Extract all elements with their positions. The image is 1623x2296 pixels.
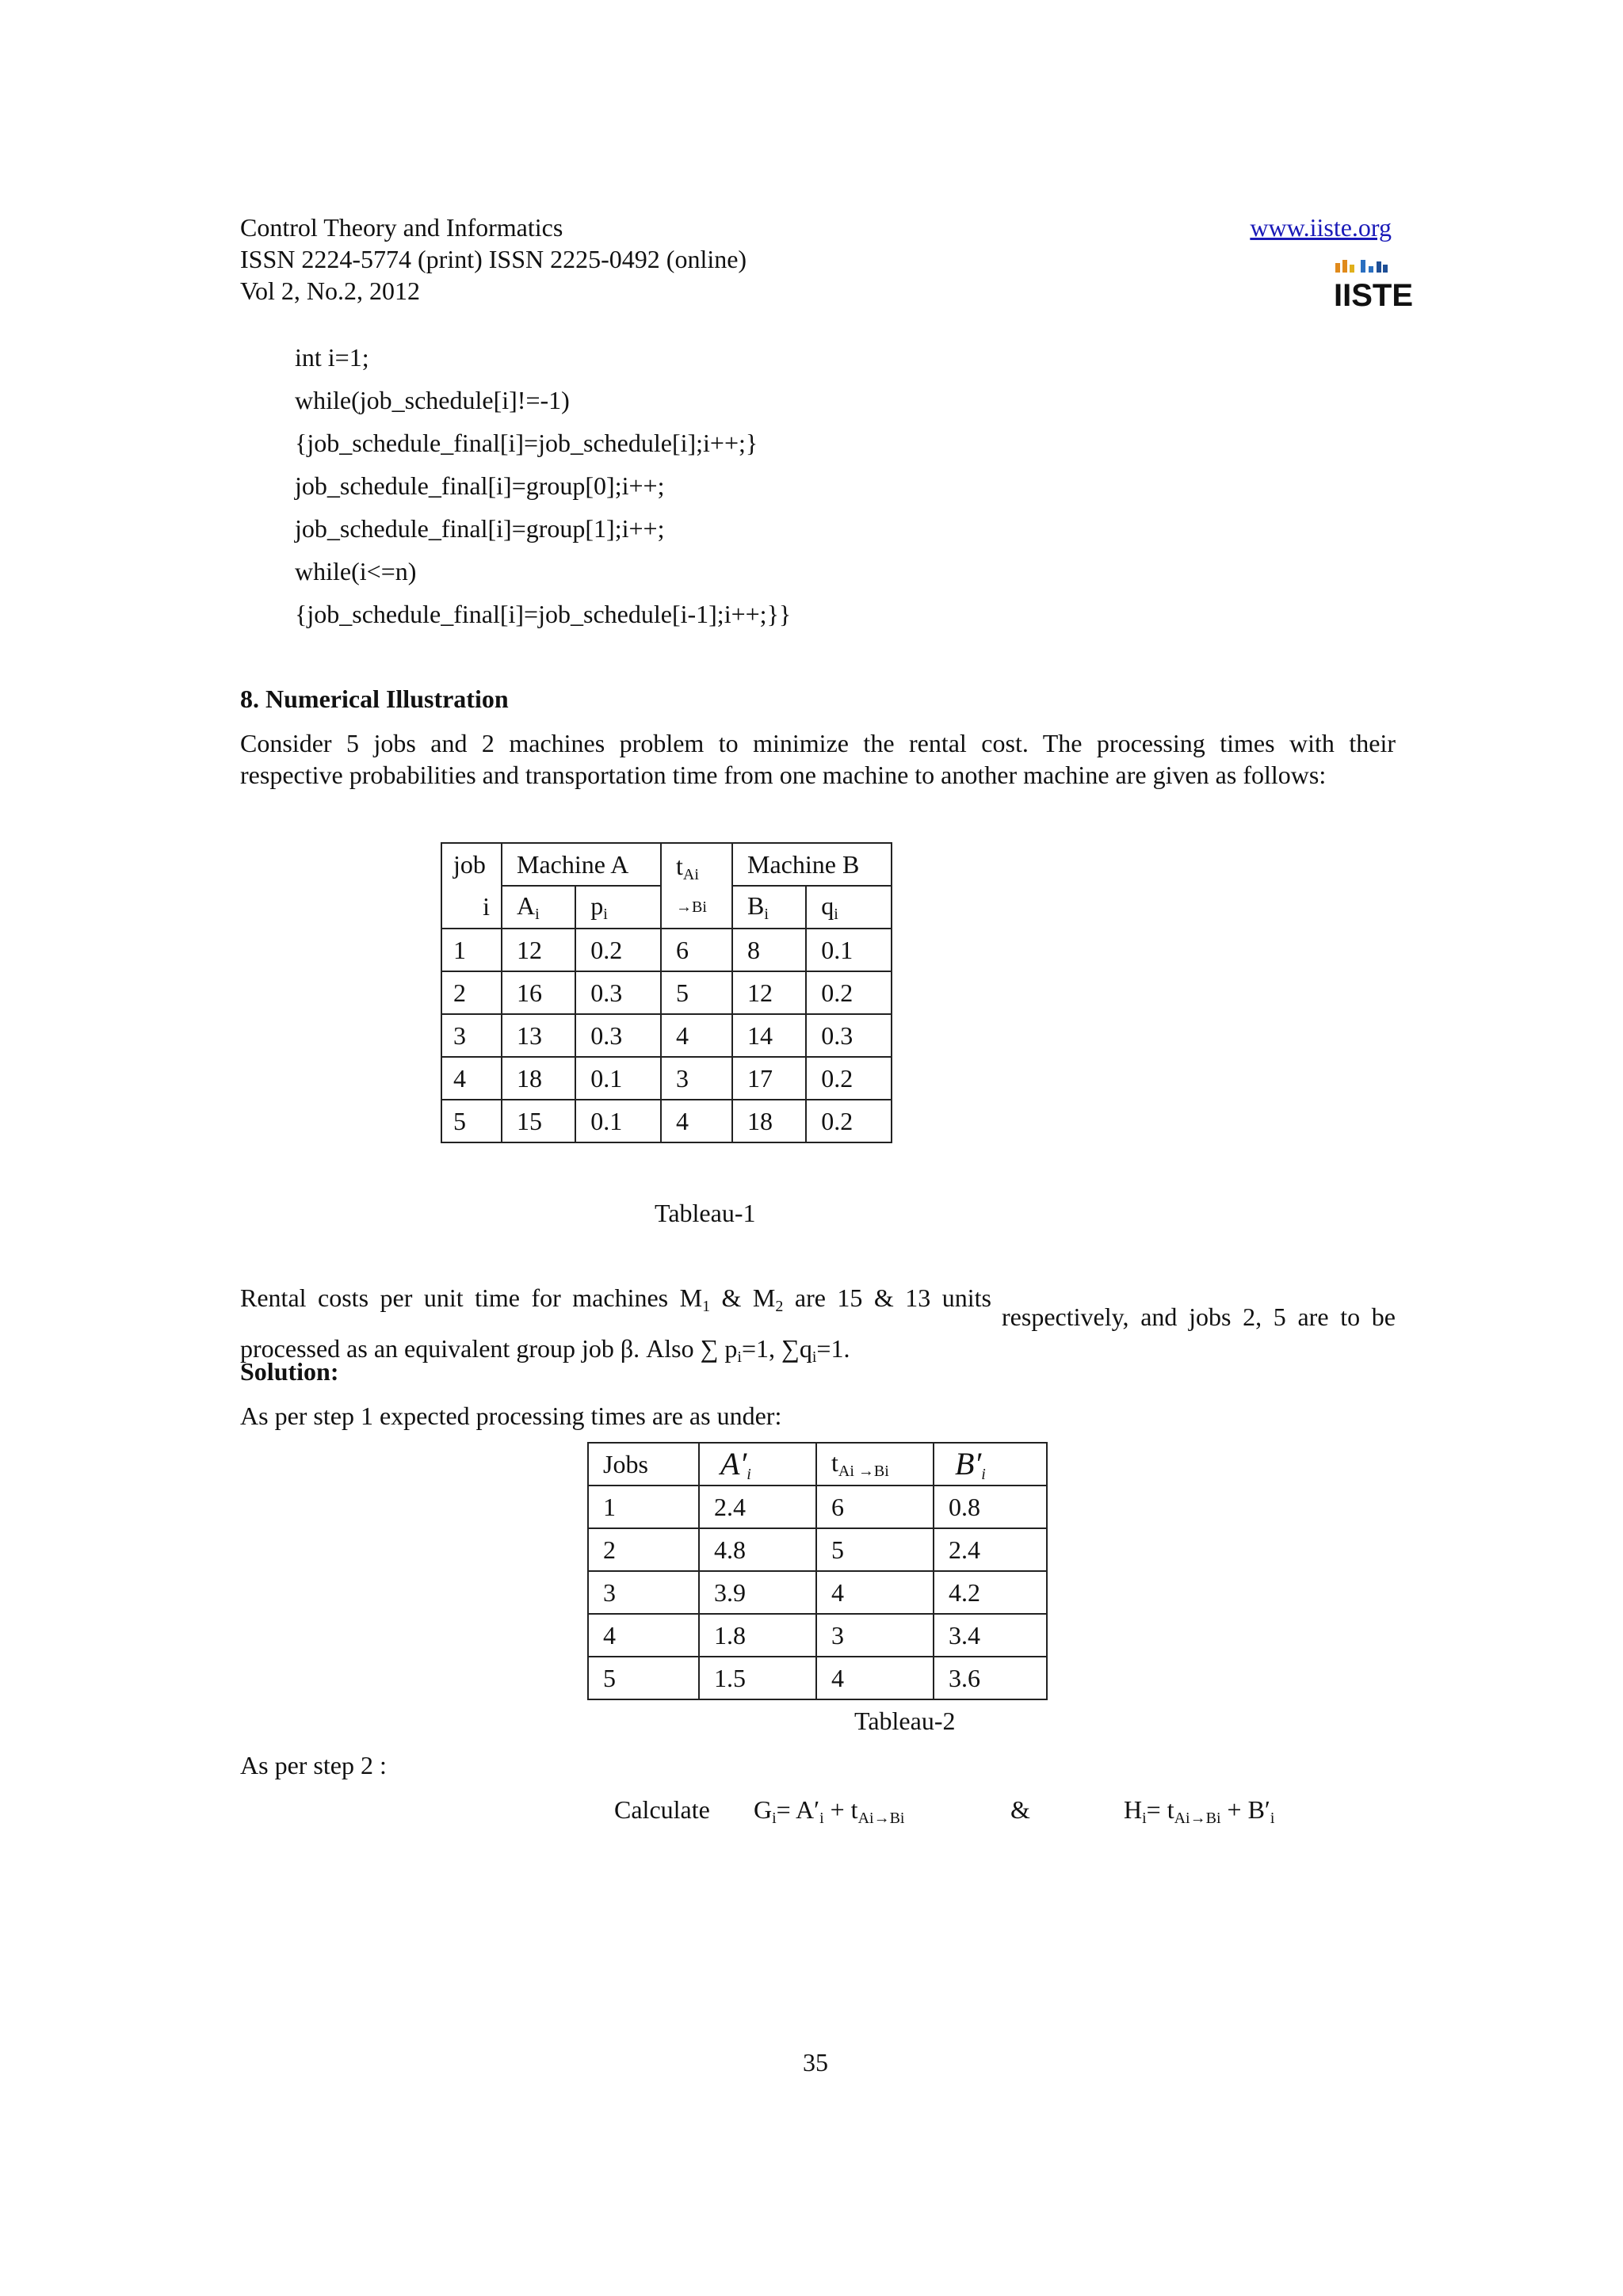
cell: 0.2	[806, 1057, 892, 1100]
table-row	[441, 1014, 892, 1057]
intro-line-1: Consider 5 jobs and 2 machines problem to minimize the rental cost. The processing times with their	[240, 729, 1396, 757]
table-row	[588, 1657, 1047, 1699]
code-line: int i=1;	[295, 343, 369, 372]
cell: 0.1	[575, 1100, 661, 1142]
code-line: while(i<=n)	[295, 557, 417, 585]
table-row	[441, 929, 892, 971]
code-line: {job_schedule_final[i]=job_schedule[i];i++;}	[295, 429, 758, 457]
solution-heading: Solution:	[240, 1357, 339, 1386]
rental-line-1: Rental costs per unit time for machines $M_1$ & $M_2$ are 15 & 13 units	[240, 1283, 992, 1315]
formula-g: $G_i= A'_i + t_{Ai\to Bi}$	[754, 1795, 905, 1827]
cell: 0.3	[806, 1014, 892, 1057]
iiste-logo	[1334, 260, 1414, 313]
cell: 5	[588, 1657, 699, 1699]
table-row	[441, 1057, 892, 1100]
cell: 3	[661, 1057, 732, 1100]
cell: 16	[502, 971, 575, 1014]
cell: 3	[588, 1571, 699, 1614]
cell: 1	[588, 1486, 699, 1528]
step1-text: As per step 1 expected processing times are as under:	[240, 1402, 782, 1430]
cell: 0.2	[575, 929, 661, 971]
cell: 0.2	[806, 1100, 892, 1142]
header-machine-a: Machine A	[502, 843, 661, 886]
header-job: job	[441, 843, 502, 886]
page-number: 35	[803, 2048, 828, 2077]
cell: 14	[732, 1014, 806, 1057]
issn-line: ISSN 2224-5774 (print) ISSN 2225-0492 (online)	[240, 245, 747, 273]
header-p: $p_i$	[575, 886, 661, 929]
cell: 1.5	[699, 1657, 816, 1699]
code-line: {job_schedule_final[i]=job_schedule[i-1];i++;}}	[295, 600, 792, 628]
iiste-logo-icon	[1334, 260, 1414, 313]
code-line: while(job_schedule[i]!=-1)	[295, 386, 570, 414]
cell: 4	[816, 1657, 934, 1699]
cell: 4	[661, 1014, 732, 1057]
section-heading: 8. Numerical Illustration	[240, 685, 509, 713]
cell: 3.9	[699, 1571, 816, 1614]
rental-line-1-right: respectively, and jobs 2, 5 are to be	[1002, 1302, 1396, 1331]
cell: 3	[441, 1014, 502, 1057]
table-row	[588, 1486, 1047, 1528]
cell: 1	[441, 929, 502, 971]
cell: 2	[441, 971, 502, 1014]
tableau-2-caption: Tableau-2	[854, 1707, 956, 1735]
volume-line: Vol 2, No.2, 2012	[240, 277, 420, 305]
cell: 4	[816, 1571, 934, 1614]
cell: 12	[502, 929, 575, 971]
svg-text:IISTE: IISTE	[1334, 278, 1414, 313]
cell: 5	[441, 1100, 502, 1142]
cell: 5	[816, 1528, 934, 1571]
cell: 3	[816, 1614, 934, 1657]
formula-h: $H_i= t_{Ai\to Bi} + B'_i$	[1124, 1795, 1275, 1827]
cell: 5	[661, 971, 732, 1014]
cell: 4	[588, 1614, 699, 1657]
header-i: i	[441, 886, 502, 929]
cell: 0.2	[806, 971, 892, 1014]
code-line: job_schedule_final[i]=group[1];i++;	[295, 514, 665, 543]
table-row	[588, 1614, 1047, 1657]
cell: 13	[502, 1014, 575, 1057]
cell: 0.1	[575, 1057, 661, 1100]
cell: 2.4	[699, 1486, 816, 1528]
tableau-1-caption: Tableau-1	[655, 1199, 756, 1227]
cell: 0.3	[575, 971, 661, 1014]
cell: 3.4	[934, 1614, 1047, 1657]
table-row	[441, 1100, 892, 1142]
header-b: $B_i$	[732, 886, 806, 929]
cell: 18	[502, 1057, 575, 1100]
cell: 15	[502, 1100, 575, 1142]
journal-url-link[interactable]: www.iiste.org	[1250, 213, 1392, 242]
cell: 4	[661, 1100, 732, 1142]
tableau-2	[587, 1442, 1048, 1700]
cell: 4.2	[934, 1571, 1047, 1614]
cell: 2	[588, 1528, 699, 1571]
cell: 6	[661, 929, 732, 971]
cell: 0.8	[934, 1486, 1047, 1528]
journal-title: Control Theory and Informatics	[240, 213, 563, 242]
header-a: $A_i$	[502, 886, 575, 929]
header-machine-b: Machine B	[732, 843, 892, 886]
cell: 0.1	[806, 929, 892, 971]
cell: 2.4	[934, 1528, 1047, 1571]
cell: 12	[732, 971, 806, 1014]
cell: 0.3	[575, 1014, 661, 1057]
cell: 4.8	[699, 1528, 816, 1571]
header-transport-time: $t_{Ai \to Bi}$	[661, 843, 732, 929]
cell: 4	[441, 1057, 502, 1100]
table-row	[588, 1571, 1047, 1614]
cell: 8	[732, 929, 806, 971]
cell: 17	[732, 1057, 806, 1100]
step2-text: As per step 2 :	[240, 1751, 387, 1779]
header-b-prime: $B'_i$	[934, 1443, 1047, 1486]
cell: 1.8	[699, 1614, 816, 1657]
header-transport-time: $t_{Ai \to Bi}$	[816, 1443, 934, 1486]
header-jobs: Jobs	[588, 1443, 699, 1486]
code-block	[295, 336, 791, 635]
header-q: $q_i$	[806, 886, 892, 929]
cell: 18	[732, 1100, 806, 1142]
table-row	[441, 971, 892, 1014]
intro-line-2: respective probabilities and transportation time from one machine to another machine are given as follows:	[240, 761, 1327, 789]
calculate-label: Calculate	[614, 1795, 710, 1824]
code-line: job_schedule_final[i]=group[0];i++;	[295, 471, 665, 500]
tableau-1	[441, 842, 892, 1143]
cell: 6	[816, 1486, 934, 1528]
table-row	[588, 1528, 1047, 1571]
rental-line-2: processed as an equivalent group job β. Also ∑ $p_i=1$, $\sum q_i=1$.	[240, 1334, 850, 1366]
ampersand: &	[1010, 1795, 1030, 1824]
header-a-prime: $A'_i$	[699, 1443, 816, 1486]
cell: 3.6	[934, 1657, 1047, 1699]
